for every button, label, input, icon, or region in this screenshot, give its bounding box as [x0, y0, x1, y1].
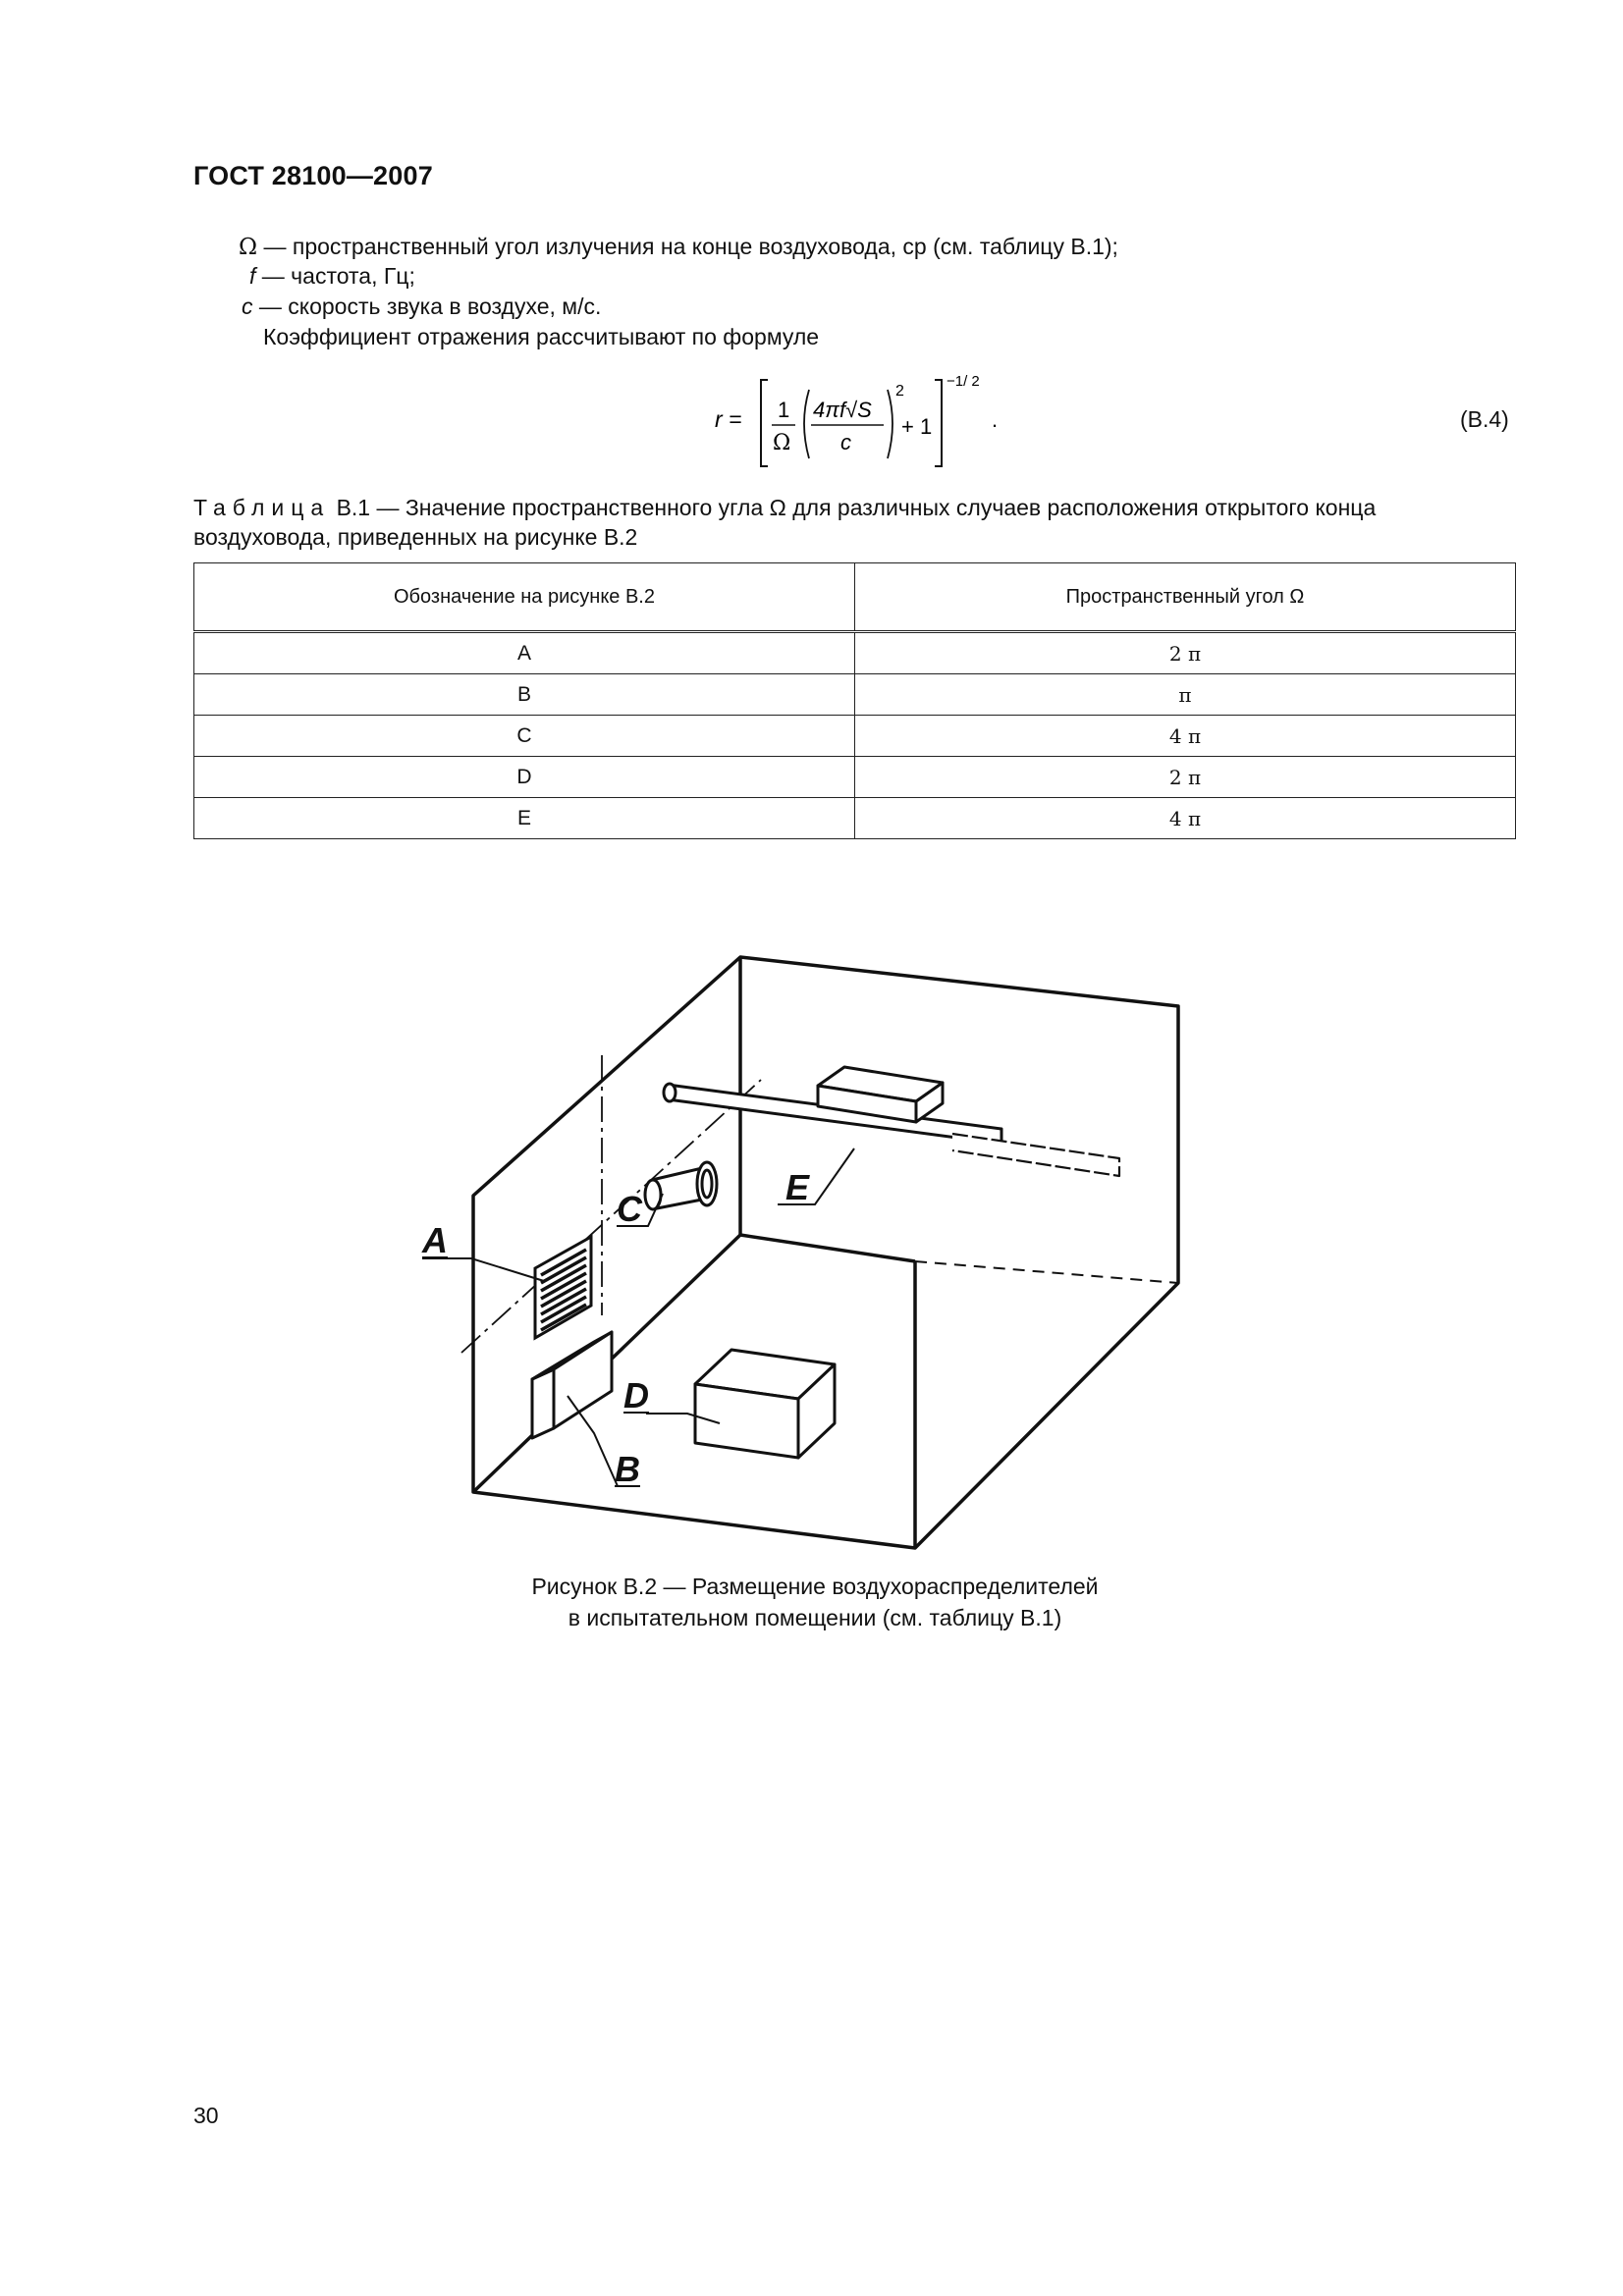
definition-text: — пространственный угол излучения на конце воздуховода, ср (см. таблицу В.1);	[257, 234, 1118, 259]
definition-f	[249, 261, 415, 291]
formula-b4	[707, 368, 1021, 476]
label-a: A	[422, 1220, 448, 1260]
diagonal-axis-line	[461, 1080, 761, 1353]
cell-angle: 4 π	[855, 716, 1516, 757]
table-caption	[193, 493, 1515, 552]
document-header: ГОСТ 28100—2007	[193, 161, 433, 190]
page-number: 30	[193, 2103, 219, 2128]
table-row	[194, 716, 1516, 757]
table-header-row	[194, 563, 1516, 632]
box-b-side	[532, 1369, 554, 1438]
column-header-solid-angle: Пространственный угол Ω	[855, 563, 1516, 632]
label-b: B	[615, 1449, 640, 1489]
duct-end	[664, 1084, 676, 1101]
omega-table	[193, 562, 1516, 839]
label-e: E	[785, 1167, 810, 1207]
definition-symbol: Ω	[239, 235, 258, 260]
table-row	[194, 798, 1516, 839]
plus-one: + 1	[901, 414, 933, 439]
column-header-designation: Обозначение на рисунке В.2	[194, 563, 855, 632]
box-b	[532, 1332, 612, 1438]
fraction-omega: Ω	[773, 431, 791, 455]
definition-text: — скорость звука в воздухе, м/с.	[252, 294, 602, 319]
table-row	[194, 674, 1516, 716]
hidden-edge	[915, 1261, 1178, 1283]
cell-angle: 2 π	[855, 632, 1516, 674]
definition-symbol: c	[242, 294, 253, 319]
right-bracket	[935, 380, 942, 466]
table-row	[194, 632, 1516, 674]
room-floor-back-edge	[740, 1235, 915, 1261]
square-exponent: 2	[895, 383, 904, 400]
definition-symbol: f	[249, 263, 256, 289]
inner-numerator: 4πf√S	[813, 398, 872, 422]
duct-extension	[952, 1134, 1119, 1176]
label-d: D	[623, 1375, 649, 1415]
cell-angle: π	[855, 674, 1516, 716]
table-row	[194, 757, 1516, 798]
figure-caption-line1: Рисунок В.2 — Размещение воздухораспределителей	[531, 1574, 1099, 1599]
definition-c	[242, 292, 601, 321]
cell-designation: A	[194, 632, 855, 674]
figure-caption	[393, 1571, 1237, 1633]
formula-intro: Коэффициент отражения рассчитывают по формуле	[263, 324, 820, 349]
formula-dot: .	[992, 407, 999, 432]
leader-a	[422, 1258, 544, 1281]
left-paren	[804, 390, 809, 458]
grille-a	[535, 1237, 591, 1338]
table-caption-prefix: Таблица	[193, 495, 331, 520]
cell-angle: 2 π	[855, 757, 1516, 798]
cell-designation: E	[194, 798, 855, 839]
cell-angle: 4 π	[855, 798, 1516, 839]
table-caption-text: В.1 — Значение пространственного угла Ω для различных случаев расположения открытого конца воздуховода, приведенных на рисунке В.2	[193, 495, 1377, 550]
label-c: C	[617, 1189, 642, 1229]
equation-number: (В.4)	[1460, 406, 1509, 432]
duct-e	[664, 1067, 1119, 1176]
fraction-one: 1	[778, 398, 790, 422]
figure-caption-line2: в испытательном помещении (см. таблицу В.1)	[568, 1605, 1062, 1630]
cell-designation: C	[194, 716, 855, 757]
left-bracket	[761, 380, 768, 466]
definition-text: — частота, Гц;	[255, 263, 415, 289]
definition-omega	[239, 232, 1118, 262]
cell-designation: B	[194, 674, 855, 716]
cell-designation: D	[194, 757, 855, 798]
pipe-c	[645, 1162, 717, 1209]
box-d	[695, 1350, 835, 1458]
inner-denominator: c	[840, 430, 851, 454]
room-diagram	[403, 942, 1208, 1551]
right-paren	[888, 390, 893, 458]
outer-exponent: −1/ 2	[947, 373, 980, 390]
pipe-c-flange-inner	[702, 1170, 712, 1198]
box-b-front	[554, 1332, 612, 1428]
formula-lhs: r =	[715, 406, 742, 432]
